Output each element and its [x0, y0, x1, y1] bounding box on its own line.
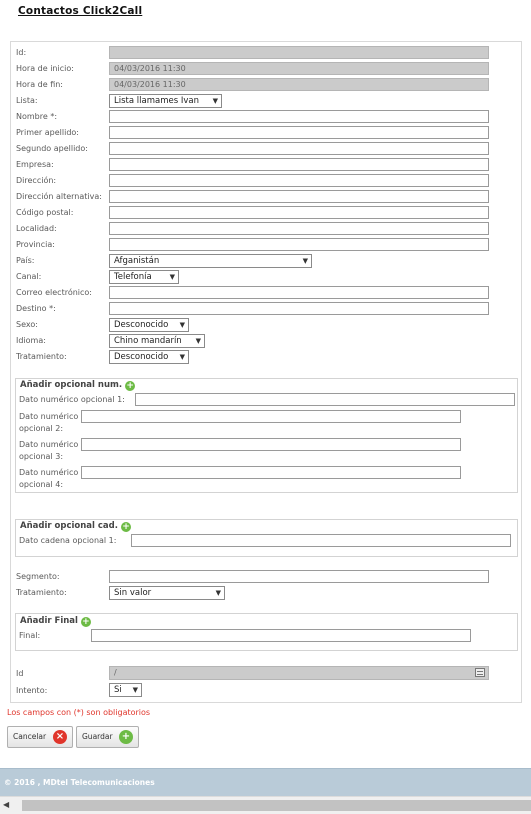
locality-input[interactable]	[109, 222, 489, 235]
optional-num-legend-text: Añadir opcional num.	[20, 380, 123, 390]
list-label: Lista:	[16, 96, 38, 105]
bottom-id-label: Id	[16, 669, 24, 678]
cancel-button[interactable]	[7, 726, 73, 748]
footer-copyright: © 2016 , MDtel Telecomunicaciones	[4, 778, 155, 787]
name-input[interactable]	[109, 110, 489, 123]
sex-label: Sexo:	[16, 320, 38, 329]
optional-num2-input[interactable]	[81, 410, 461, 423]
id-label: Id:	[16, 48, 27, 57]
start-time-label: Hora de inicio:	[16, 64, 74, 73]
segment-treatment-label: Tratamiento:	[16, 588, 67, 597]
company-label: Empresa:	[16, 160, 54, 169]
optional-num3-input[interactable]	[81, 438, 461, 451]
optional-num4-input[interactable]	[81, 466, 461, 479]
plus-circle-icon[interactable]: +	[126, 381, 134, 391]
surname2-input[interactable]	[109, 142, 489, 155]
list-icon[interactable]	[475, 668, 485, 677]
channel-select[interactable]	[109, 270, 179, 284]
optional-num3-label-line1: Dato numérico	[19, 440, 79, 449]
treatment-select-value: Desconocido	[114, 352, 169, 362]
optional-cad-legend-text: Añadir opcional cad.	[20, 521, 118, 531]
segment-treatment-value: Sin valor	[114, 588, 152, 598]
chevron-down-icon: ▼	[215, 589, 221, 597]
treatment-label: Tratamiento:	[16, 352, 67, 361]
attempt-select-value: Si	[114, 685, 122, 695]
chevron-down-icon: ▼	[132, 686, 138, 694]
end-time-label: Hora de fin:	[16, 80, 63, 89]
optional-num2-label-line2: opcional 2:	[19, 424, 64, 433]
optional-num3-label-line2: opcional 3:	[19, 452, 64, 461]
destination-label: Destino *:	[16, 304, 56, 313]
id-field	[109, 46, 489, 59]
bottom-id-field[interactable]	[109, 666, 489, 680]
email-input[interactable]	[109, 286, 489, 299]
x-circle-icon: ×	[53, 730, 67, 744]
chevron-down-icon: ▼	[179, 321, 185, 329]
language-select-value: Chino mandarín	[114, 336, 182, 346]
surname1-label: Primer apellido:	[16, 128, 79, 137]
final-label: Final:	[19, 631, 41, 640]
language-label: Idioma:	[16, 336, 46, 345]
country-select[interactable]	[109, 254, 312, 268]
attempt-label: Intento:	[16, 686, 48, 695]
required-fields-note: Los campos con (*) son obligatorios	[7, 708, 151, 717]
province-input[interactable]	[109, 238, 489, 251]
scroll-left-arrow-icon[interactable]: ◀	[3, 800, 10, 809]
optional-cad-legend	[17, 521, 134, 532]
optional-num2-label-line1: Dato numérico	[19, 412, 79, 421]
segment-treatment-select[interactable]	[109, 586, 225, 600]
scrollbar-thumb[interactable]	[22, 800, 531, 811]
list-select-value: Lista llamames Ivan	[114, 96, 199, 106]
name-label: Nombre *:	[16, 112, 58, 121]
end-time-field: 04/03/2016 11:30	[109, 78, 489, 91]
sex-select[interactable]	[109, 318, 189, 332]
address-label: Dirección:	[16, 176, 57, 185]
channel-select-value: Telefonía	[114, 272, 152, 282]
plus-circle-icon[interactable]: +	[82, 617, 90, 627]
bottom-id-value: /	[114, 668, 117, 677]
language-select[interactable]	[109, 334, 205, 348]
save-button-label: Guardar	[82, 732, 113, 741]
company-input[interactable]	[109, 158, 489, 171]
segment-input[interactable]	[109, 570, 489, 583]
chevron-down-icon: ▼	[169, 273, 175, 281]
country-select-value: Afganistán	[114, 256, 160, 266]
surname2-label: Segundo apellido:	[16, 144, 88, 153]
cancel-button-label: Cancelar	[13, 732, 47, 741]
optional-num1-input[interactable]	[135, 393, 515, 406]
optional-num4-label-line1: Dato numérico	[19, 468, 79, 477]
optional-cad1-input[interactable]	[131, 534, 511, 547]
postal-code-input[interactable]	[109, 206, 489, 219]
contact-form	[10, 41, 522, 703]
final-input[interactable]	[91, 629, 471, 642]
chevron-down-icon: ▼	[195, 337, 201, 345]
segment-label: Segmento:	[16, 572, 60, 581]
optional-cad1-label: Dato cadena opcional 1:	[19, 536, 117, 545]
country-label: País:	[16, 256, 35, 265]
start-time-field: 04/03/2016 11:30	[109, 62, 489, 75]
plus-circle-icon: +	[119, 730, 133, 744]
locality-label: Localidad:	[16, 224, 57, 233]
chevron-down-icon: ▼	[212, 97, 218, 105]
chevron-down-icon: ▼	[179, 353, 185, 361]
optional-num1-label: Dato numérico opcional 1:	[19, 395, 125, 404]
list-select[interactable]	[109, 94, 222, 108]
channel-label: Canal:	[16, 272, 42, 281]
horizontal-scrollbar[interactable]	[0, 796, 531, 814]
optional-num4-label-line2: opcional 4:	[19, 480, 64, 489]
postal-code-label: Código postal:	[16, 208, 74, 217]
address2-label: Dirección alternativa:	[16, 192, 102, 201]
surname1-input[interactable]	[109, 126, 489, 139]
attempt-select[interactable]	[109, 683, 142, 697]
address-input[interactable]	[109, 174, 489, 187]
chevron-down-icon: ▼	[302, 257, 308, 265]
page-title: Contactos Click2Call	[18, 5, 143, 17]
plus-circle-icon[interactable]: +	[122, 522, 130, 532]
optional-num-legend	[17, 380, 138, 391]
treatment-select[interactable]	[109, 350, 189, 364]
address2-input[interactable]	[109, 190, 489, 203]
sex-select-value: Desconocido	[114, 320, 169, 330]
destination-input[interactable]	[109, 302, 489, 315]
final-legend	[17, 616, 94, 627]
save-button[interactable]	[76, 726, 139, 748]
email-label: Correo electrónico:	[16, 288, 92, 297]
province-label: Provincia:	[16, 240, 55, 249]
footer-bar	[0, 768, 531, 796]
final-legend-text: Añadir Final	[20, 616, 78, 626]
